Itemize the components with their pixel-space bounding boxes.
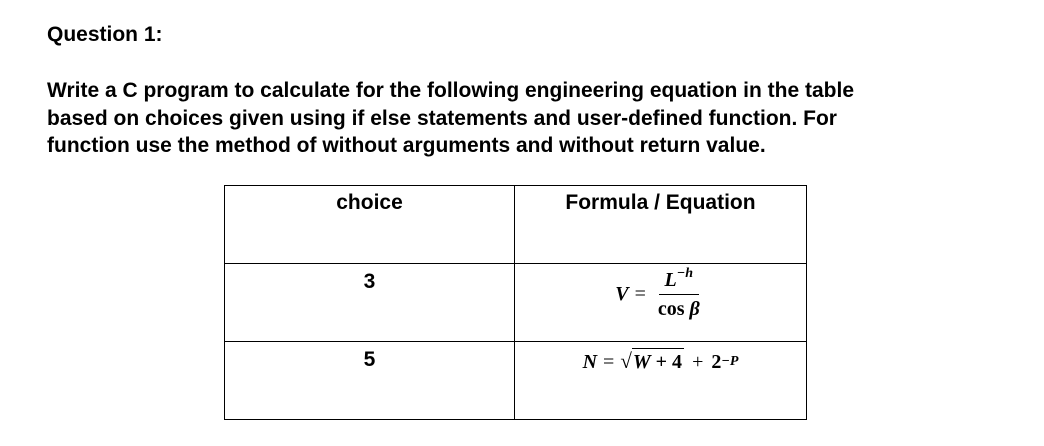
power-exponent: −P — [721, 353, 739, 369]
header-cell-formula — [515, 186, 807, 264]
power-base: 2 — [711, 350, 722, 373]
equation-lhs: V — [615, 283, 629, 305]
numerator-base: L — [664, 269, 677, 291]
question-line: Write a C program to calculate for the following engineering equation in the table — [47, 79, 855, 102]
denominator-func: cos — [657, 298, 685, 320]
question-title: Question 1: — [47, 23, 163, 46]
radical-sign: √ — [620, 349, 632, 373]
equation-lhs: N — [582, 350, 598, 373]
radicand-rest: + 4 — [650, 351, 683, 373]
square-root — [620, 348, 684, 375]
table-row — [225, 342, 807, 420]
radicand — [632, 348, 684, 375]
question-text — [47, 77, 1007, 160]
fraction-numerator — [659, 268, 700, 295]
fraction-denominator — [652, 295, 706, 321]
header-choice: choice — [336, 191, 403, 214]
equation-v — [615, 268, 706, 321]
question-line: function use the method of without arguments and without return value. — [47, 134, 766, 157]
choice-cell — [225, 264, 515, 342]
choice-value: 3 — [363, 270, 376, 293]
radicand-var: W — [632, 351, 651, 373]
table-row — [225, 264, 807, 342]
equals-sign: = — [603, 350, 615, 373]
choice-cell — [225, 342, 515, 420]
formula-cell — [515, 342, 807, 420]
equals-sign: = — [634, 283, 646, 305]
numerator-exponent: −h — [676, 266, 694, 281]
formula-cell — [515, 264, 807, 342]
header-formula: Formula / Equation — [565, 191, 756, 214]
formula-table — [224, 185, 807, 420]
equation-n — [583, 348, 739, 375]
plus-sign: + — [692, 350, 704, 373]
fraction — [652, 268, 706, 321]
table-header-row — [225, 186, 807, 264]
header-cell-choice — [225, 186, 515, 264]
choice-value: 5 — [363, 348, 376, 371]
denominator-var: β — [689, 298, 700, 320]
question-line: based on choices given using if else statements and user-defined function. For — [47, 106, 837, 130]
